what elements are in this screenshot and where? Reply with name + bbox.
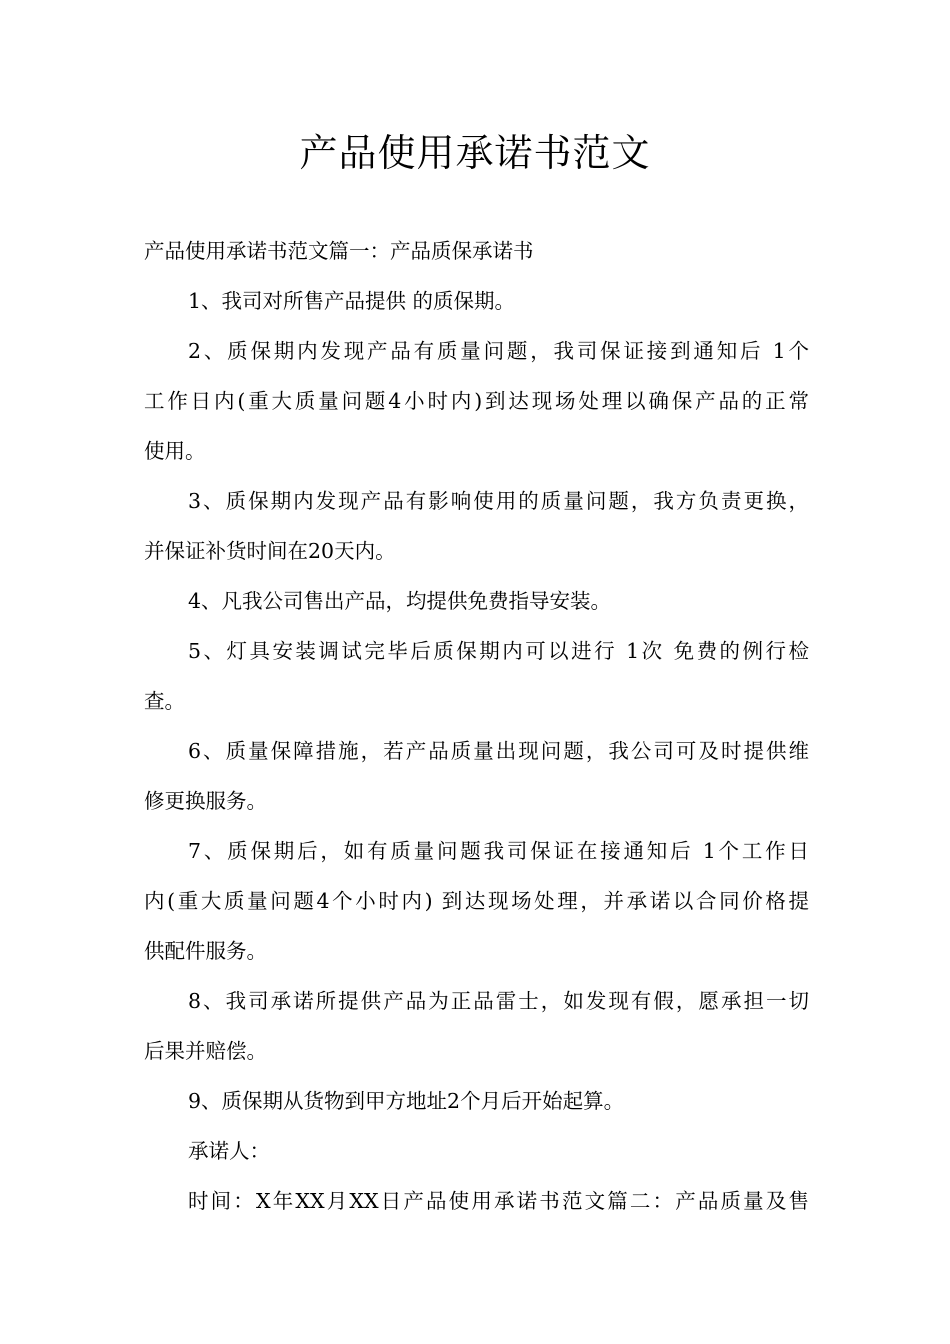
signatory-label: 承诺人：: [188, 1139, 270, 1163]
paragraph-line: 6、质量保障措施，若产品质量出现问题，我公司可及时提供维: [188, 739, 809, 763]
paragraph-line: 并保证补货时间在20天内。: [144, 539, 396, 563]
paragraph-line: 修更换服务。: [144, 789, 267, 813]
paragraph-line: 9、质保期从货物到甲方地址2个月后开始起算。: [188, 1089, 625, 1113]
paragraph-line: 查。: [144, 689, 185, 713]
section-heading: 产品使用承诺书范文篇一：产品质保承诺书: [144, 239, 534, 263]
paragraph-line: 8、我司承诺所提供产品为正品雷士，如发现有假，愿承担一切: [188, 989, 809, 1013]
paragraph-line: 时间：X年XX月XX日产品使用承诺书范文篇二：产品质量及售: [188, 1189, 809, 1213]
paragraph-line: 4、凡我公司售出产品，均提供免费指导安装。: [188, 589, 612, 613]
paragraph-line: 工作日内(重大质量问题4小时内)到达现场处理以确保产品的正常: [144, 389, 809, 413]
paragraph-line: 3、质保期内发现产品有影响使用的质量问题，我方负责更换，: [188, 489, 809, 513]
paragraph-line: 供配件服务。: [144, 939, 267, 963]
paragraph-line: 内(重大质量问题4个小时内) 到达现场处理，并承诺以合同价格提: [144, 889, 809, 913]
paragraph-line: 2、质保期内发现产品有质量问题，我司保证接到通知后 1个: [188, 339, 809, 363]
paragraph-line: 1、我司对所售产品提供 的质保期。: [188, 289, 516, 313]
document-title: 产品使用承诺书范文: [299, 131, 651, 175]
paragraph-line: 使用。: [144, 439, 206, 463]
paragraph-line: 7、质保期后，如有质量问题我司保证在接通知后 1个工作日: [188, 839, 809, 863]
paragraph-line: 后果并赔偿。: [144, 1039, 267, 1063]
paragraph-line: 5、灯具安装调试完毕后质保期内可以进行 1次 免费的例行检: [188, 639, 809, 663]
